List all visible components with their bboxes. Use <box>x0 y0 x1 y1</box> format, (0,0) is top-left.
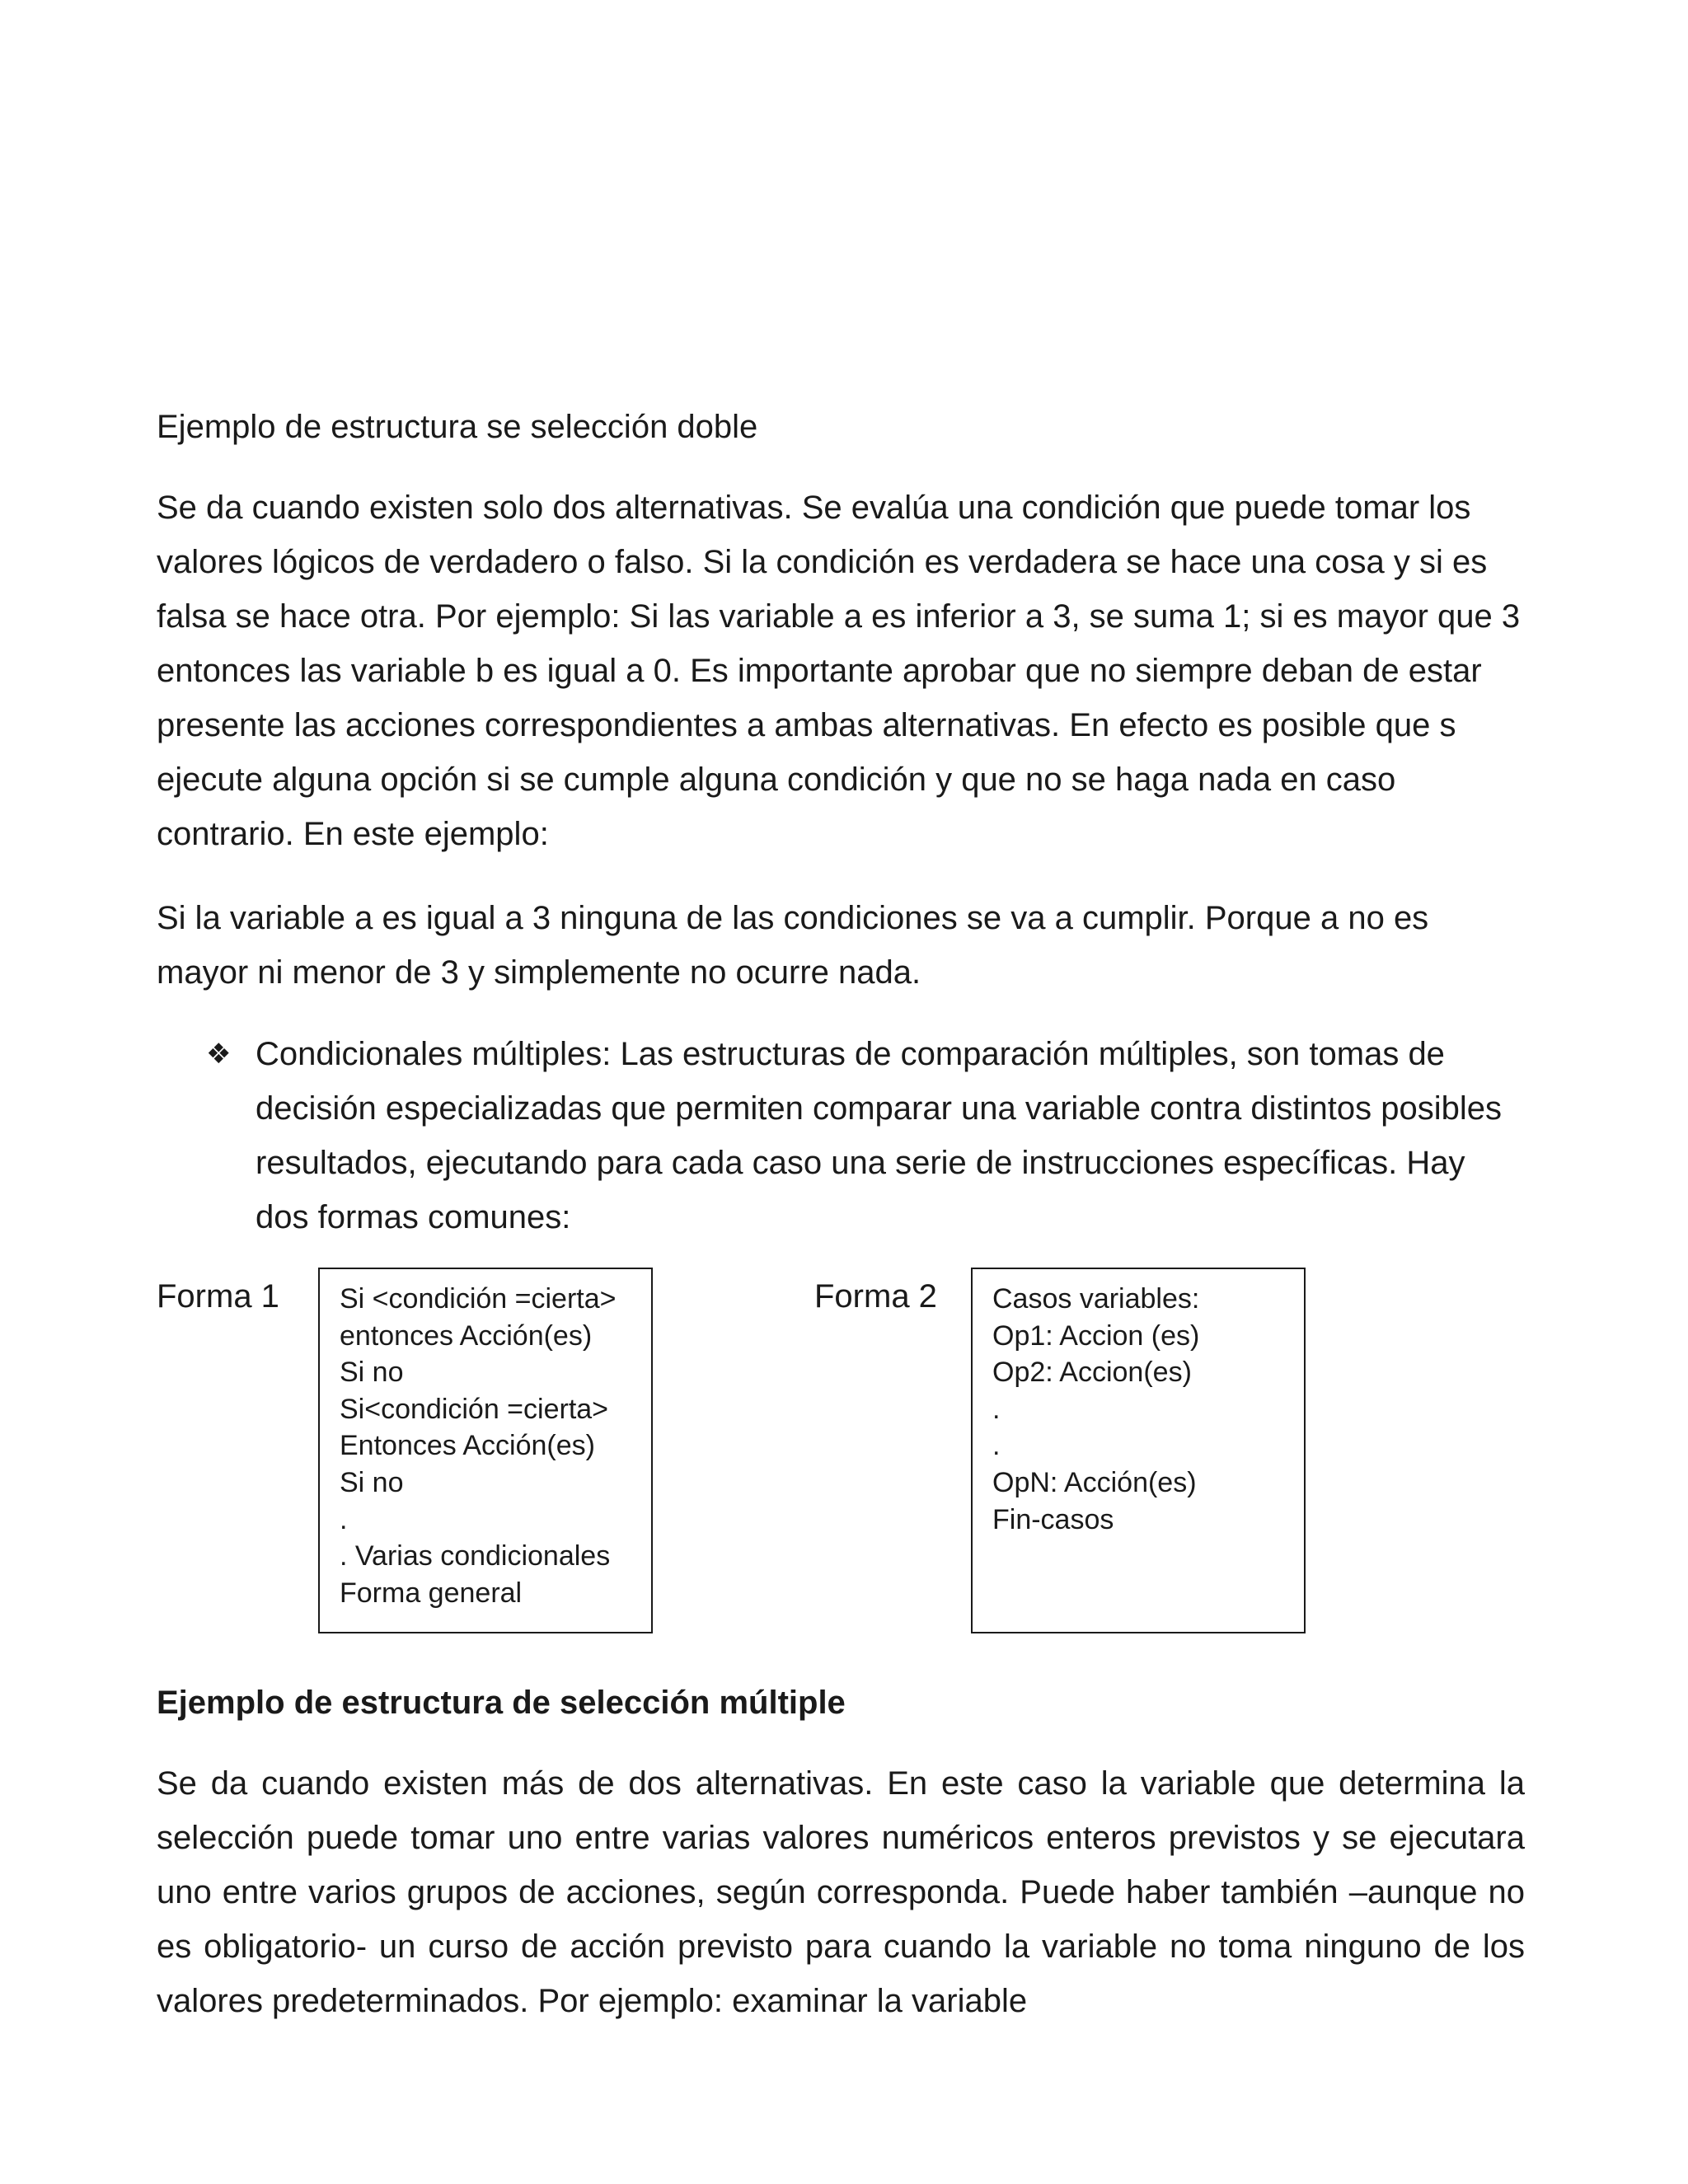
form1-line: Forma general <box>340 1577 523 1609</box>
form2-line: Op2: Accion(es) <box>992 1357 1192 1389</box>
form1-line: . <box>340 1503 348 1535</box>
form1-line: Si no <box>340 1357 404 1389</box>
form2-code-box <box>971 1268 1306 1633</box>
heading-double-selection: Ejemplo de estructura se selección doble <box>157 409 758 445</box>
paragraph-example: Si la variable a es igual a 3 ninguna de las condiciones se va a cumplir. Porque a no es mayor ni menor de 3 y simplemente no ocurre nada. <box>157 900 1429 991</box>
form1-line: Si <condición =cierta> <box>340 1283 617 1315</box>
form2-line: Fin-casos <box>992 1503 1114 1535</box>
form1-line: entonces Acción(es) <box>340 1319 593 1352</box>
form2-line: Op1: Accion (es) <box>992 1319 1200 1352</box>
form2-line: OpN: Acción(es) <box>992 1466 1197 1498</box>
paragraph-double-selection: Se da cuando existen solo dos alternativas. Se evalúa una condición que puede tomar los valores lógicos de verdadero o falso. Si la condición es verdadera se hace una cosa y si es falsa se hace otra. Por ejemplo: Si las variable a es inferior a 3, se suma 1; si es mayor que 3 entonces las variable b es igual a 0. Es importante aprobar que no siempre deban de estar presente las acciones correspondientes a ambas alternativas. En efecto es posible que s ejecute alguna opción si se cumple alguna condición y que no se haga nada en caso contrario. En este ejemplo: <box>157 490 1521 852</box>
form1-code-box <box>318 1268 653 1633</box>
form1-label: Forma 1 <box>157 1278 279 1315</box>
form2-label: Forma 2 <box>814 1278 937 1315</box>
form1-line: Si<condición =cierta> <box>340 1393 609 1425</box>
form2-line: Casos variables: <box>992 1283 1200 1315</box>
form1-line: Entonces Acción(es) <box>340 1430 595 1462</box>
diamond-bullet-icon: ❖ <box>206 1038 232 1070</box>
form1-line: Si no <box>340 1466 404 1498</box>
bullet-text: Condicionales múltiples: Las estructuras de comparación múltiples, son tomas de decisión especializadas que permiten comparar una variable contra distintos posibles resultados, ejecutando para cada caso una serie de instrucciones específicas. Hay dos formas comunes: <box>256 1036 1502 1235</box>
form1-line: . Varias condicionales <box>340 1540 611 1572</box>
form2-line: . <box>992 1430 1001 1462</box>
paragraph-multiple-selection: Se da cuando existen más de dos alternativas. En este caso la variable que determina la selección puede tomar uno entre varias valores numéricos enteros previstos y se ejecutara uno entre varios grupos de acciones, según corresponda. Puede haber también –aunque no es obligatorio- un curso de acción previsto para cuando la variable no toma ninguno de los valores predeterminados. Por ejemplo: examinar la variable <box>157 1765 1525 2019</box>
form2-line: . <box>992 1393 1001 1425</box>
heading-multiple-selection: Ejemplo de estructura de selección múltiple <box>157 1685 846 1721</box>
